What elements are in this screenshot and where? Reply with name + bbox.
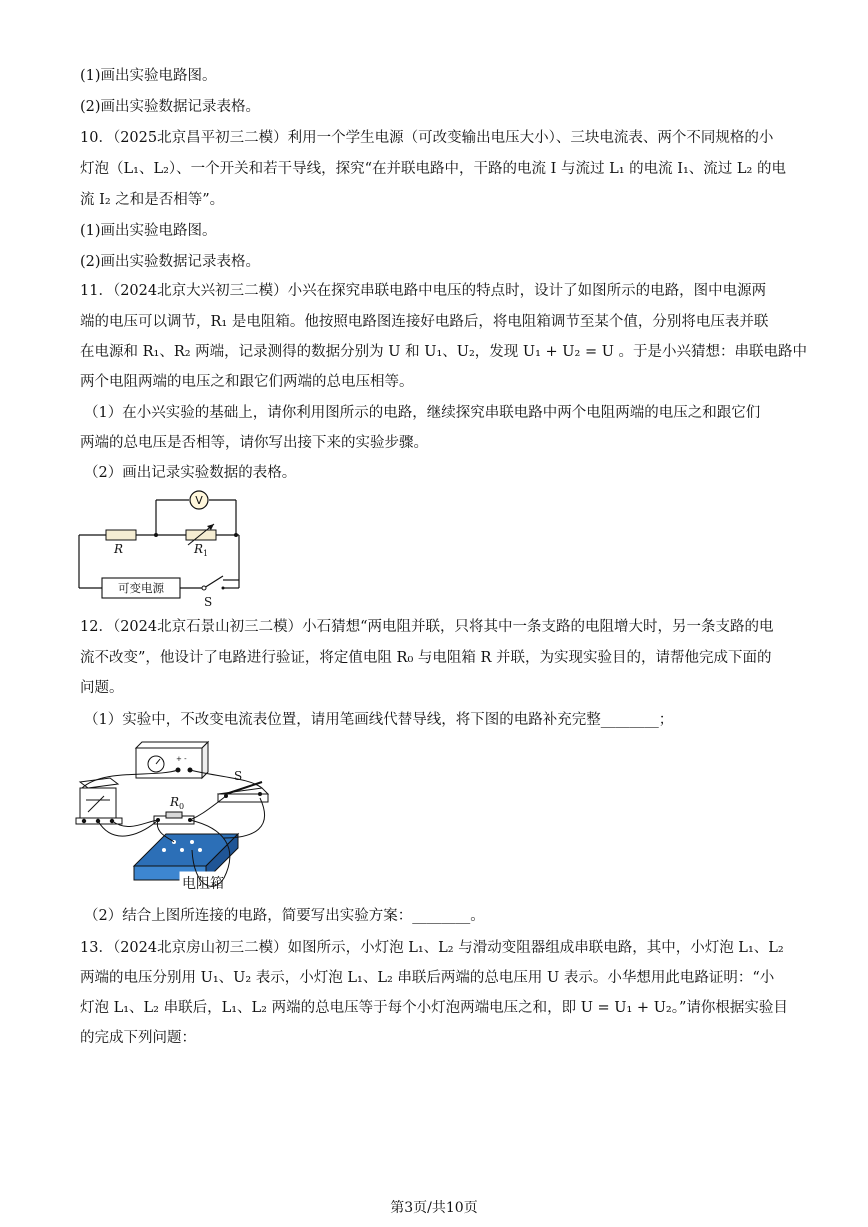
r2-label: R: [114, 542, 124, 556]
text-line: 的完成下列问题：: [80, 1030, 196, 1046]
question-13-heading: 13．（2024北京房山初三二模）如图所示，小灯泡 L₁、L₂ 与滑动变阻器组成串联电路，其中，小灯泡 L₁、L₂: [80, 940, 784, 956]
text-line: (1)画出实验电路图。: [80, 68, 217, 84]
text-line: （2）结合上图所连接的电路，简要写出实验方案：________。: [84, 908, 485, 924]
text-line: 灯泡 L₁、L₂ 串联后，L₁、L₂ 两端的总电压等于每个小灯泡两端电压之和，即 U = U₁ + U₂。”请你根据实验目: [80, 1000, 788, 1016]
power-supply-icon: [136, 742, 208, 778]
voltmeter-label: V: [195, 494, 203, 507]
r0-label: R: [170, 795, 180, 809]
resistance-box-label: 电阻箱: [182, 876, 224, 892]
r1-label: R: [194, 542, 204, 556]
r1-subscript: 1: [203, 549, 209, 558]
text-line: 端的电压可以调节，R₁ 是电阻箱。他按照电路图连接好电路后，将电阻箱调节至某个值，分别将电压表并联: [80, 314, 769, 330]
source-label: 可变电源: [118, 581, 164, 595]
text-line: （1）实验中，不改变电流表位置，请用笔画线代替导线，将下图的电路补充完整________；: [84, 712, 674, 728]
resistor-r2: [106, 530, 136, 540]
text-line: 流 I₂ 之和是否相等”。: [80, 192, 225, 208]
text-line: 在电源和 R₁、R₂ 两端，记录测得的数据分别为 U 和 U₁、U₂，发现 U₁ + U₂ = U 。于是小兴猜想：串联电路中: [80, 344, 808, 360]
text-line: 两个电阻两端的电压之和跟它们两端的总电压相等。: [80, 374, 414, 390]
text-line: (2)画出实验数据记录表格。: [80, 99, 261, 115]
text-line: (1)画出实验电路图。: [80, 223, 217, 239]
question-10-heading: 10．（2025北京昌平初三二模）利用一个学生电源（可改变输出电压大小）、三块电流表、两个不同规格的小: [80, 130, 774, 146]
resistor-r0-icon: [154, 812, 194, 824]
text-line: 问题。: [80, 680, 124, 696]
text-line: 流不改变”，他设计了电路进行验证，将定值电阻 R₀ 与电阻箱 R 并联，为实现实验目的，请帮他完成下面的: [80, 650, 772, 666]
r0-subscript: 0: [179, 802, 185, 811]
apparatus-drawing-figure: [74, 738, 274, 898]
text-line: (2)画出实验数据记录表格。: [80, 254, 261, 270]
text-line: （1）在小兴实验的基础上，请你利用图所示的电路，继续探究串联电路中两个电阻两端的电压之和跟它们: [84, 405, 761, 421]
text-line: （2）画出记录实验数据的表格。: [84, 465, 297, 481]
page-number-footer: 第3页/共10页: [390, 1200, 478, 1216]
supply-terminals: + -: [176, 755, 187, 763]
question-11-heading: 11．（2024北京大兴初三二模）小兴在探究串联电路中电压的特点时，设计了如图所示的电路，图中电源两: [80, 283, 767, 299]
ammeter-icon: [76, 778, 122, 824]
text-line: 灯泡（L₁、L₂）、一个开关和若干导线，探究“在并联电路中，干路的电流 I 与流过 L₁ 的电流 I₁、流过 L₂ 的电: [80, 161, 786, 177]
question-12-heading: 12．（2024北京石景山初三二模）小石猜想“两电阻并联，只将其中一条支路的电阻增大时，另一条支路的电: [80, 619, 774, 635]
switch-label: S: [204, 595, 213, 609]
text-line: 两端的电压分别用 U₁、U₂ 表示，小灯泡 L₁、L₂ 串联后两端的总电压用 U 表示。小华想用此电路证明：“小: [80, 970, 775, 986]
text-line: 两端的总电压是否相等，请你写出接下来的实验步骤。: [80, 435, 428, 451]
circuit-diagram-figure: [76, 490, 246, 610]
switch-label: S: [234, 769, 243, 783]
